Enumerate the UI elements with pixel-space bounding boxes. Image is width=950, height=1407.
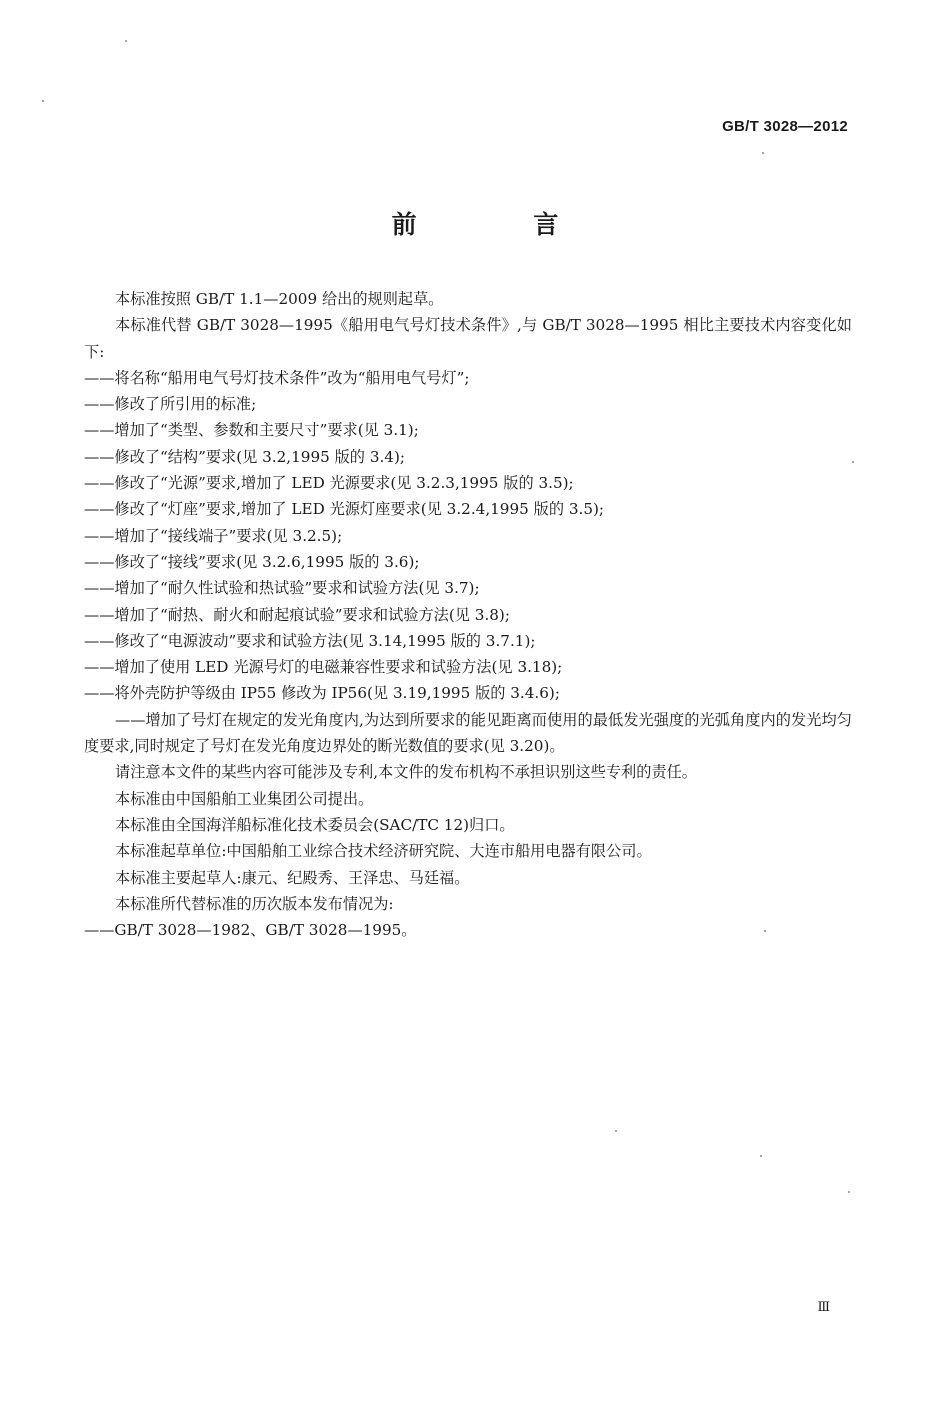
scan-speck [760,1155,762,1157]
change-item: ——修改了“结构”要求(见 3.2,1995 版的 3.4); [84,447,406,466]
change-item-long: ——增加了号灯在规定的发光角度内,为达到所要求的能见距离而使用的最低发光强度的光弧角度内的发光均匀度要求,同时规定了号灯在发光角度边界处的断光数值的要求(见 3.20)。 [84,710,852,756]
replacement-paragraph: 本标准代替 GB/T 3028—1995《船用电气号灯技术条件》,与 GB/T 3028—1995 相比主要技术内容变化如下: [84,316,852,361]
committee-paragraph: 本标准由全国海洋船标准化技术委员会(SAC/TC 12)归口。 [115,815,515,834]
version-history-item: ——GB/T 3028—1982、GB/T 3028—1995。 [84,921,417,940]
scan-speck [42,100,44,102]
patent-notice: 请注意本文件的某些内容可能涉及专利,本文件的发布机构不承担识别这些专利的责任。 [115,763,697,782]
change-item: ——修改了“光源”要求,增加了 LED 光源要求(见 3.2.3,1995 版的 3.5); [84,474,574,493]
change-item: ——修改了“电源波动”要求和试验方法(见 3.14,1995 版的 3.7.1); [84,631,536,650]
drafters-paragraph: 本标准主要起草人:康元、纪殿秀、王泽忠、马廷福。 [115,868,470,887]
change-item: ——将名称“船用电气号灯技术条件”改为“船用电气号灯”; [84,368,470,387]
change-item: ——修改了“接线”要求(见 3.2.6,1995 版的 3.6); [84,552,420,571]
proposer-paragraph: 本标准由中国船舶工业集团公司提出。 [115,789,374,808]
scan-speck [125,40,127,42]
scan-speck [762,152,764,154]
scan-speck [764,930,766,932]
change-item: ——增加了“类型、参数和主要尺寸”要求(见 3.1); [84,421,419,440]
scan-speck [848,1191,850,1193]
change-item: ——修改了“灯座”要求,增加了 LED 光源灯座要求(见 3.2.4,1995 版的 3.5); [84,500,605,519]
drafting-rule-paragraph: 本标准按照 GB/T 1.1—2009 给出的规则起草。 [115,290,444,308]
drafting-units-paragraph: 本标准起草单位:中国船舶工业综合技术经济研究院、大连市船用电器有限公司。 [115,842,652,861]
page-number: Ⅲ [817,1300,830,1315]
change-item: ——增加了“耐久性试验和热试验”要求和试验方法(见 3.7); [84,579,480,598]
change-item: ——增加了“接线端子”要求(见 3.2.5); [84,526,343,545]
change-item: ——增加了“耐热、耐火和耐起痕试验”要求和试验方法(见 3.8); [84,605,510,624]
page-title: 前 言 [391,210,613,239]
version-history-heading: 本标准所代替标准的历次版本发布情况为: [115,894,394,913]
preface-body [84,286,852,943]
change-item: ——增加了使用 LED 光源号灯的电磁兼容性要求和试验方法(见 3.18); [84,658,563,677]
scan-speck [852,461,854,463]
change-item: ——将外壳防护等级由 IP55 修改为 IP56(见 3.19,1995 版的 3.4.6); [84,684,560,703]
standard-code-header: GB/T 3028—2012 [722,118,848,135]
change-item: ——修改了所引用的标准; [84,395,257,414]
scan-speck [615,1130,617,1132]
